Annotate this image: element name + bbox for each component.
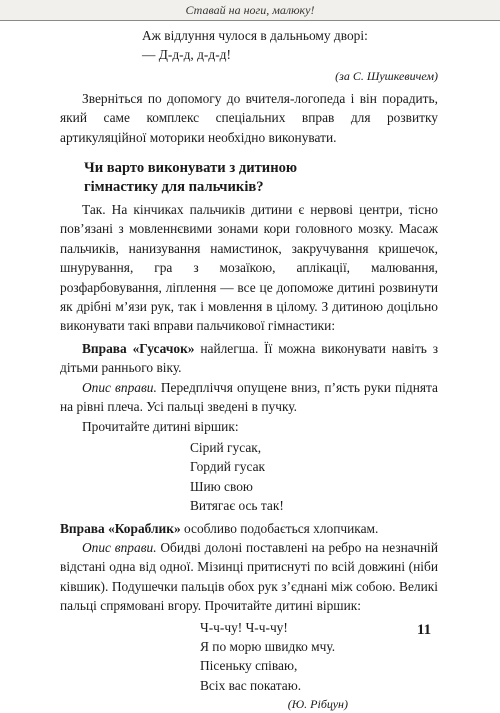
verse-line: Аж відлуння чулося в дальньому дворі: xyxy=(142,28,368,43)
section-heading-line: Чи варто виконувати з дитиною xyxy=(84,160,298,177)
exercise-korablyk-intro xyxy=(60,519,438,538)
description-text: Обидві долоні поставлені на ребро на незначній відстані одна від одної. Мізинці притиснуті по всій довжині (ніби ківшик). Подушечки пальців обох рук з’єднані між собою. Великі пальці спрямовані вгору. Прочитайте дитині віршик: xyxy=(60,539,438,614)
verse-echo xyxy=(142,26,438,65)
page-body xyxy=(60,26,438,713)
description-label: Опис вправи. xyxy=(82,379,157,395)
verse-line: Витягає ось так! xyxy=(190,498,284,514)
exercise-gusachok-description xyxy=(60,378,438,417)
paragraph-finger-gymnastics: Так. На кінчиках пальчиків дитини є нервові центри, тісно пов’язані з мовленнєвими зонами кори головного мозку. Масаж пальчиків, нанизування намистинок, закручування кришечок, шнурування, гра з мозаїкою, аплікації, малювання, розфарбовування, ліплення — все це допоможе дитині розвинути як дрібні м’язи рук, так і мовлення в цілому. З дитиною доцільно виконувати такі вправи пальчикової гімнастики: xyxy=(60,202,438,334)
section-heading-line: гімнастику для пальчиків? xyxy=(84,179,264,196)
verse-gusak xyxy=(190,438,438,516)
verse-citation: (Ю. Рібцун) xyxy=(287,697,348,712)
section-heading xyxy=(84,159,438,197)
verse-line: Сірий гусак, xyxy=(190,439,262,455)
exercise-title: Вправа «Кораблик» xyxy=(60,520,181,536)
verse-line: Шию свою xyxy=(190,478,253,494)
exercise-text: особливо подобається хлопчикам. xyxy=(180,520,379,536)
paragraph-speech-therapist: Зверніться по допомогу до вчителя-логопеда і він порадить, який саме комплекс спеціальних вправ для розвитку артикуляційної моторики необхідно виконувати. xyxy=(60,90,438,145)
running-header-title: Ставай на ноги, малюку! xyxy=(185,3,315,17)
exercise-gusachok-prompt: Прочитайте дитині віршик: xyxy=(82,418,239,434)
exercise-text: найлегша. Її можна виконувати навіть з дітьми раннього віку. xyxy=(60,340,438,376)
verse-line: — Д-д-д, д-д-д! xyxy=(142,47,231,63)
exercise-korablyk-description xyxy=(60,538,438,616)
exercise-gusachok-intro xyxy=(60,339,438,378)
description-text: Передпліччя опущене вниз, п’ясть руки піднята на рівні плеча. Усі пальці зведені в пучку. xyxy=(60,379,438,415)
verse-line: Ч-ч-чу! Ч-ч-чу! xyxy=(200,619,288,635)
verse-line: Я по морю швидко мчу. xyxy=(200,638,336,654)
verse-line: Пісеньку співаю, xyxy=(200,658,298,674)
running-header xyxy=(0,0,500,21)
description-label: Опис вправи. xyxy=(82,539,157,555)
verse-korablyk xyxy=(200,618,438,696)
exercise-title: Вправа «Гусачок» xyxy=(82,340,195,356)
verse-line: Гордий гусак xyxy=(190,459,266,475)
verse-citation: (за С. Шушкевичем) xyxy=(335,68,438,83)
verse-line: Всіх вас покатаю. xyxy=(200,677,302,693)
page-number: 11 xyxy=(417,622,432,638)
